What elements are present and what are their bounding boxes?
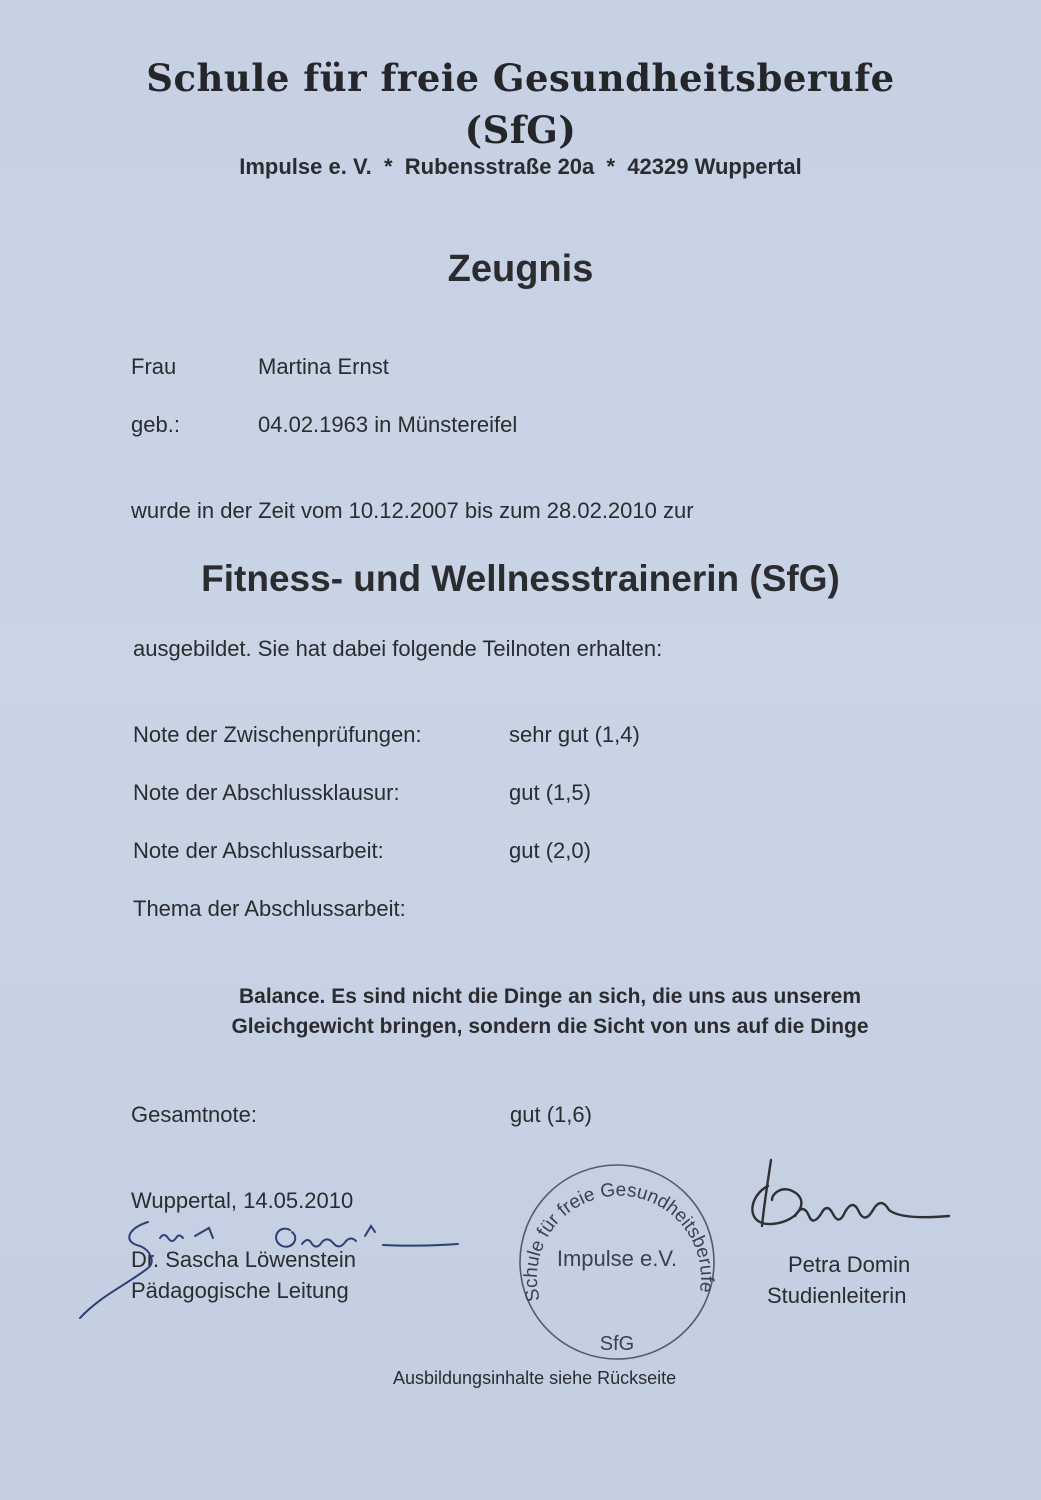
salutation-label: Frau	[131, 354, 177, 379]
thesis-label: Thema der Abschlussarbeit:	[133, 896, 406, 921]
left-signature	[80, 1222, 458, 1318]
address-city: 42329 Wuppertal	[627, 154, 802, 179]
place-date: Wuppertal, 14.05.2010	[131, 1188, 354, 1213]
address-separator: *	[606, 154, 616, 179]
footer-note: Ausbildungsinhalte siehe Rückseite	[393, 1368, 677, 1388]
grade-label: Note der Abschlussarbeit:	[133, 838, 384, 863]
grade-label: Note der Zwischenprüfungen:	[133, 722, 422, 747]
grade-value: gut (1,5)	[509, 780, 591, 805]
grade-value: sehr gut (1,4)	[509, 722, 640, 747]
intro-text: ausgebildet. Sie hat dabei folgende Teilnoten erhalten:	[133, 636, 663, 661]
overall-grade-value: gut (1,6)	[510, 1102, 592, 1127]
person-name: Martina Ernst	[258, 354, 389, 379]
left-signatory-role: Pädagogische Leitung	[131, 1278, 349, 1303]
document-title: Zeugnis	[447, 248, 594, 290]
right-signature	[752, 1160, 949, 1226]
birth-label: geb.:	[131, 412, 180, 437]
birth-value: 04.02.1963 in Münstereifel	[258, 412, 518, 437]
stamp-ring-text: Schule für freie Gesundheitsberufe	[520, 1179, 718, 1304]
overall-grade-label: Gesamtnote:	[131, 1102, 257, 1127]
school-abbreviation: (SfG)	[464, 108, 577, 152]
address-org: Impulse e. V.	[239, 154, 372, 179]
grade-value: gut (2,0)	[509, 838, 591, 863]
grade-label: Note der Abschlussklausur:	[133, 780, 400, 805]
qualification-title: Fitness- und Wellnesstrainerin (SfG)	[201, 558, 840, 599]
stamp-bottom-text: SfG	[599, 1333, 635, 1355]
address-separator: *	[383, 154, 393, 179]
school-stamp	[520, 1165, 717, 1359]
thesis-title-line: Balance. Es sind nicht die Dinge an sich, die uns aus unserem	[238, 985, 861, 1008]
right-signatory-role: Studienleiterin	[767, 1283, 907, 1308]
right-signatory-name: Petra Domin	[788, 1252, 911, 1277]
left-signatory-name: Dr. Sascha Löwenstein	[131, 1247, 357, 1272]
period-text: wurde in der Zeit vom 10.12.2007 bis zum 28.02.2010 zur	[131, 498, 694, 523]
school-name: Schule für freie Gesundheitsberufe	[146, 56, 895, 100]
thesis-title-line: Gleichgewicht bringen, sondern die Sicht von uns auf die Dinge	[231, 1015, 869, 1038]
address-street: Rubensstraße 20a	[404, 154, 595, 179]
stamp-center-text: Impulse e.V.	[556, 1246, 678, 1271]
